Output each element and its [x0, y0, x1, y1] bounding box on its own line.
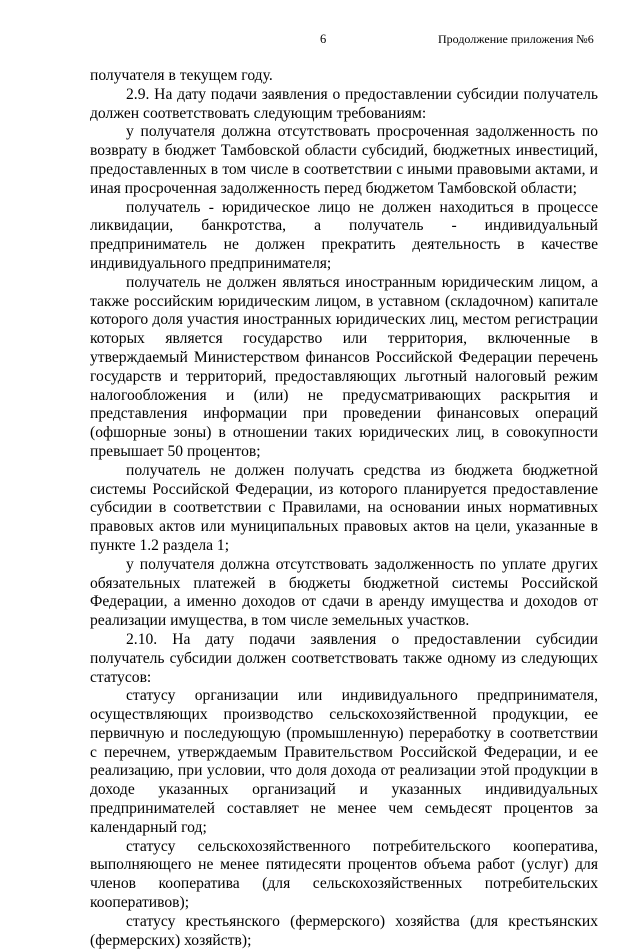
requirement-no-liquidation: получатель - юридическое лицо не должен находиться в процессе ликвидации, банкротства, а получатель - индивидуальный предприниматель не должен прекратить деятельность в качестве индивидуального предпринимателя; — [90, 198, 598, 272]
status-agricultural-producer: статусу организации или индивидуального предпринимателя, осуществляющих производство сельскохозяйственной продукции, ее первичную и последующую (промышленную) переработку в соответствии с перечнем, утверждаемым Правительством Российской Федерации, и ее реализацию, при условии, что доля дохода от реализации этой продукции в доходе указанных организаций и указанных индивидуальных предпринимателей составляет не менее чем семьдесят процентов за календарный год; — [90, 687, 598, 836]
requirement-not-foreign-entity: получатель не должен являться иностранным юридическим лицом, а также российским юридическим лицом, в уставном (складочном) капитале которого доля участия иностранных юридических лиц, местом регистрации которых является государство или территория, включенные в утверждаемый Министерством финансов Российской Федерации перечень государств и территорий, предоставляющих льготный налоговый режим налогообложения и (или) не предусматривающих раскрытия и представления информации при проведении финансовых операций (офшорные зоны) в отношении таких юридических лиц, в совокупности превышает 50 процентов; — [90, 273, 598, 460]
paragraph-continuation: получателя в текущем году. — [90, 67, 273, 84]
appendix-continuation-note: Продолжение приложения №6 — [438, 32, 594, 46]
document-body — [90, 67, 598, 950]
status-peasant-farm: статусу крестьянского (фермерского) хозяйства (для крестьянских (фермерских) хозяйств); — [90, 912, 598, 949]
paragraph-2-9-intro: 2.9. На дату подачи заявления о предоставлении субсидии получатель должен соответствовать следующим требованиям: — [90, 85, 598, 122]
requirement-no-overdue-debt: у получателя должна отсутствовать просроченная задолженность по возврату в бюджет Тамбовской области субсидий, бюджетных инвестиций, предоставленных в том числе в соответствии с иными правовыми актами, и иная просроченная задолженность перед бюджетом Тамбовской области; — [90, 123, 598, 197]
requirement-no-payment-debt: у получателя должна отсутствовать задолженность по уплате других обязательных платежей в бюджеты бюджетной системы Российской Федерации, а именно доходов от сдачи в аренду имущества и доходов от реализации имущества, в том числе земельных участков. — [90, 555, 598, 630]
paragraph-2-10-intro: 2.10. На дату подачи заявления о предоставлении субсидии получатель субсидии должен соответствовать также одному из следующих статусов: — [90, 630, 598, 686]
requirement-no-other-budget-funds: получатель не должен получать средства из бюджета бюджетной системы Российской Федерации, из которого планируется предоставление субсидии в соответствии с Правилами, на основании иных нормативных правовых актов или муниципальных правовых актов на цели, указанные в пункте 1.2 раздела 1; — [90, 461, 598, 554]
status-consumer-cooperative: статусу сельскохозяйственного потребительского кооператива, выполняющего не менее пятидесяти процентов объема работ (услуг) для членов кооператива (для сельскохозяйственных потребительских кооперативов); — [90, 837, 598, 912]
page-number: 6 — [320, 32, 327, 46]
